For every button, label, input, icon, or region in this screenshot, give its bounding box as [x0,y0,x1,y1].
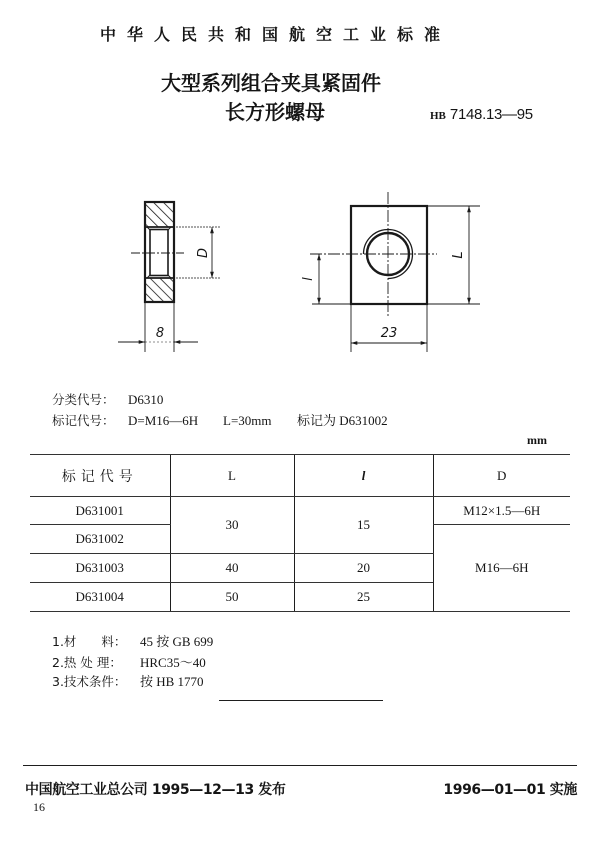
document-title-line2: 长方形螺母 [225,100,325,124]
marking-example-d: D=M16—6H [128,413,199,428]
cell-length: 30 [170,497,294,554]
effective-statement: 1996—01—01 实施 [443,782,577,798]
marking-code-label: 标记代号： [52,413,115,428]
dimension-table [30,454,570,612]
front-outline [351,206,427,304]
cell-thread: M16—6H [433,525,570,612]
marking-example-l: L=30mm [223,413,272,428]
document-title-line1: 大型系列组合夹具紧固件 [161,71,381,95]
cell-code: D631003 [30,554,170,583]
note-technical-conditions [52,674,126,690]
diameter-label: D [196,247,211,259]
note-value: 45 按 GB 699 [140,634,214,649]
hatch-top [145,202,174,227]
note-heat-treatment [52,655,122,671]
table-header-row [30,455,570,497]
standard-code-prefix: HB [430,110,446,122]
side-section-view [118,202,221,352]
note-material [52,634,126,650]
standard-body-title: 中华人民共和国航空工业标准 [100,25,452,44]
cell-length: 50 [170,583,294,612]
header-thread: D [433,455,570,497]
hatch-bottom [145,278,174,302]
note-label: 3.技术条件： [52,674,127,689]
end-rule [219,700,383,701]
thread-bore [150,230,168,276]
page-number: 16 [33,800,45,814]
cell-offset: 15 [294,497,433,554]
footer-divider [23,765,577,766]
category-code-label: 分类代号： [52,392,115,407]
standard-code-number: 7148.13—95 [449,106,533,123]
note-value: HRC35～40 [140,655,206,670]
note-value: 按 HB 1770 [140,674,204,689]
category-code-row [52,392,115,408]
marking-example-result: 标记为 D631002 [297,413,388,428]
header-length: L [170,455,294,497]
cell-offset: 25 [294,583,433,612]
length-label: L [451,251,466,259]
cell-code: D631004 [30,583,170,612]
cell-code: D631002 [30,525,170,554]
issue-statement: 中国航空工业总公司 1995—12—13 发布 [25,782,286,798]
header-marking-code: 标记代号 [30,455,170,497]
category-code-value: D6310 [128,392,164,407]
header-offset: l [294,455,433,497]
cell-thread: M12×1.5—6H [433,497,570,525]
marking-code-row [52,413,115,429]
note-label: 2.热 处 理： [52,655,122,670]
width-label: 23 [380,326,398,341]
offset-label: l [301,277,316,281]
table-unit: mm [527,433,547,447]
cell-offset: 20 [294,554,433,583]
cell-length: 40 [170,554,294,583]
thickness-label: 8 [155,326,165,341]
table-row [30,497,570,525]
front-view [301,192,480,352]
cell-code: D631001 [30,497,170,525]
note-label: 1.材 料： [52,634,127,649]
